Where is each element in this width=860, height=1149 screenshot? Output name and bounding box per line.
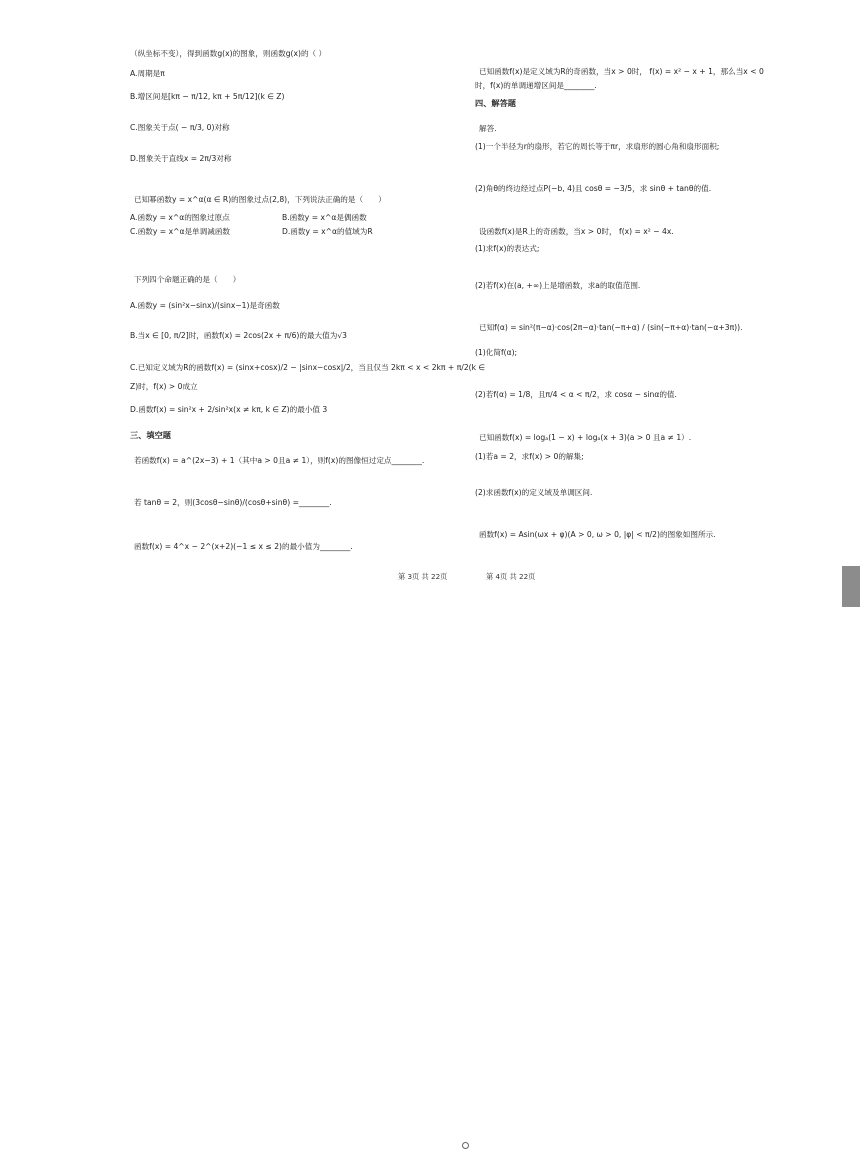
option-c: C.图象关于点( − π/3, 0)对称 (130, 123, 230, 132)
question-text: 下列四个命题正确的是（ ） (134, 275, 241, 284)
sub-question: (2)角θ的终边经过点P(−b, 4)且 cosθ = −3/5，求 sinθ + tanθ的值. (475, 184, 712, 193)
option-b: B.增区间是[kπ − π/12, kπ + 5π/12](k ∈ Z) (130, 92, 285, 101)
option-d: D.函数y = x^α的值域为R (282, 227, 373, 236)
right-page (462, 0, 860, 580)
option-b: B.函数y = x^α是偶函数 (282, 213, 367, 222)
question-text: 若 tanθ = 2，则(3cosθ−sinθ)/(cosθ+sinθ) =________. (134, 498, 332, 507)
sub-question: (1)求f(x)的表达式; (475, 244, 540, 253)
option-d: D.函数f(x) = sin²x + 2/sin²x(x ≠ kπ, k ∈ Z)的最小值 3 (130, 405, 328, 414)
question-text: 已知函数f(x)是定义域为R的奇函数，当x > 0时， f(x) = x² − x + 1，那么当x < 0 (479, 67, 764, 76)
question-text: 已知函数f(x) = logₐ(1 − x) + logₐ(x + 3)(a > 0 且a ≠ 1）. (479, 433, 692, 442)
question-text: 若函数f(x) = a^(2x−3) + 1（其中a > 0且a ≠ 1），则f(x)的图像恒过定点________. (134, 456, 425, 465)
sub-question: (1)若a = 2，求f(x) > 0的解集; (475, 452, 584, 461)
page-footer (0, 569, 860, 583)
left-page (0, 0, 486, 580)
option-d: D.图象关于直线x = 2π/3对称 (130, 154, 232, 163)
option-c-continued: Z)时，f(x) > 0成立 (130, 382, 198, 391)
question-text: （纵坐标不变），得到函数g(x)的图象，则函数g(x)的（ ） (130, 49, 327, 58)
question-text-continued: 时，f(x)的单调递增区间是________. (475, 81, 597, 90)
option-a: A.周期是π (130, 69, 165, 78)
sub-question: (2)若f(α) = 1/8，且π/4 < α < π/2，求 cosα − sinα的值. (475, 390, 677, 399)
option-a: A.函数y = x^α的图象过原点 (130, 213, 230, 222)
question-text: 解答. (479, 124, 497, 133)
question-text: 函数f(x) = 4^x − 2^(x+2)(−1 ≤ x ≤ 2)的最小值为________. (134, 542, 353, 551)
option-a: A.函数y = (sin²x−sinx)/(sinx−1)是奇函数 (130, 301, 280, 310)
option-c: C.函数y = x^α是单调减函数 (130, 227, 231, 236)
sub-question: (2)求函数f(x)的定义域及单调区间. (475, 488, 593, 497)
question-text: 设函数f(x)是R上的奇函数，当x > 0时， f(x) = x² − 4x. (479, 227, 674, 236)
sub-question: (1)一个半径为r的扇形，若它的周长等于πr，求扇形的圆心角和扇形面积; (475, 142, 720, 151)
page-number-left: 第 3页 共 22页 (398, 572, 448, 581)
sub-question: (2)若f(x)在(a, +∞)上是增函数，求a的取值范围. (475, 281, 641, 290)
sub-question: (1)化简f(α); (475, 348, 518, 357)
question-text: 函数f(x) = Asin(ωx + φ)(A > 0, ω > 0, |φ| < π/2)的图象如图所示. (479, 530, 716, 539)
page-number-right: 第 4页 共 22页 (486, 572, 536, 581)
section-heading: 四、解答题 (475, 98, 516, 108)
question-text: 已知幂函数y = x^α(α ∈ R)的图象过点(2,8)，下列说法正确的是（ ） (134, 195, 386, 204)
scrollbar-thumb[interactable] (842, 566, 860, 607)
option-c: C.已知定义域为R的函数f(x) = (sinx+cosx)/2 − |sinx−cosx|/2，当且仅当 2kπ < x < 2kπ + π/2(k ∈ (130, 363, 486, 372)
section-heading: 三、填空题 (130, 430, 171, 440)
binding-ring-icon (462, 1142, 469, 1149)
option-b: B.当x ∈ [0, π/2]时，函数f(x) = 2cos(2x + π/6)的最大值为√3 (130, 331, 348, 340)
question-text: 已知f(α) = sin²(π−α)·cos(2π−α)·tan(−π+α) / (sin(−π+α)·tan(−α+3π)). (479, 323, 743, 332)
